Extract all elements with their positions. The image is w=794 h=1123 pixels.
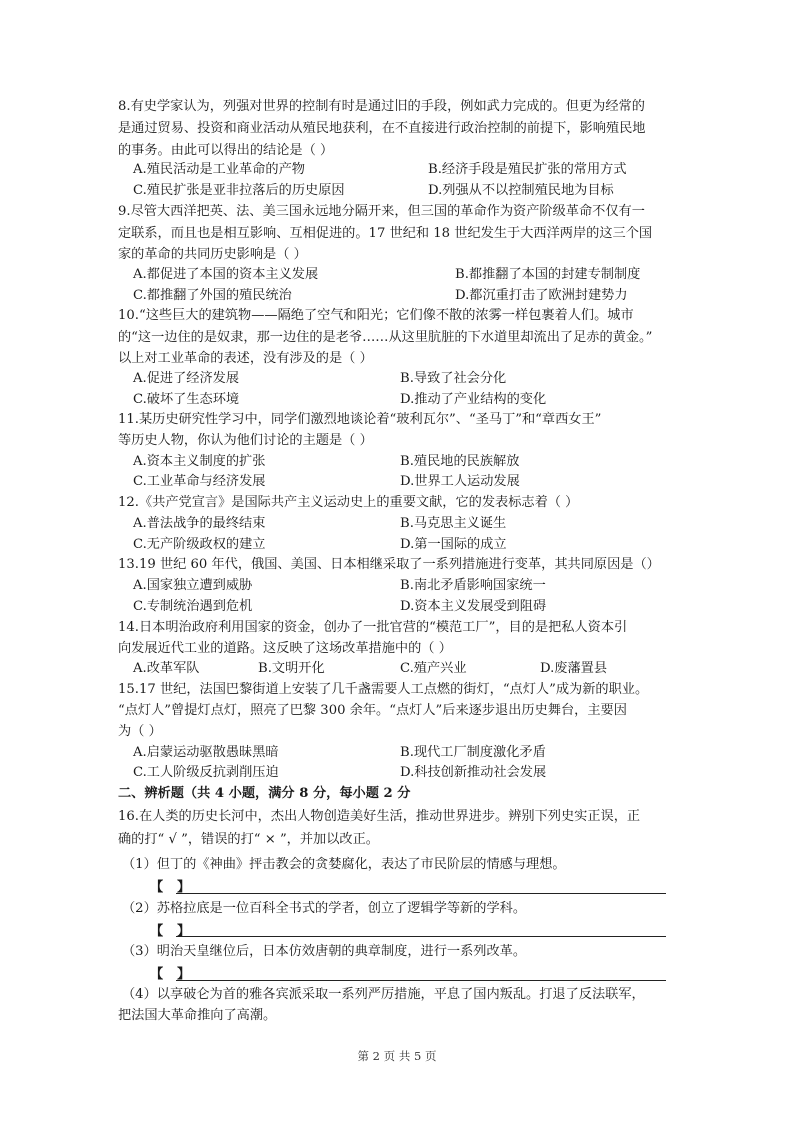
q13-option-b: B.南北矛盾影响国家统一 — [400, 578, 546, 593]
q11-option-b: B.殖民地的民族解放 — [400, 454, 520, 469]
q10-stem-line-1: 10.“这些巨大的建筑物——隔绝了空气和阳光；它们像不散的浓雾一样包裹着人们。城市 — [118, 308, 634, 323]
q12-option-a: A.普法战争的最终结束 — [133, 516, 266, 531]
q13-stem-line-1: 13.19 世纪 60 年代，俄国、美国、日本相继采取了一系列措施进行变革，其共同原因是（） — [118, 557, 660, 572]
q9-option-b: B.都推翻了本国的封建专制制度 — [455, 267, 641, 282]
q8-stem-line-3: 的事务。由此可以得出的结论是（ ） — [118, 143, 334, 158]
q15-stem-line-3: 为（ ） — [118, 724, 162, 739]
q13-option-a: A.国家独立遭到威胁 — [133, 578, 253, 593]
q11-option-c: C.工业革命与经济发展 — [133, 474, 266, 489]
q14-stem-line-1: 14.日本明治政府利用国家的资金，创办了一批官营的“模范工厂”，目的是把私人资本引 — [118, 620, 628, 635]
q16-item-1-bracket: 【 】 — [150, 880, 191, 895]
q16-item-3: （3）明治天皇继位后，日本仿效唐朝的典章制度，进行一系列改革。 — [122, 944, 527, 959]
q15-stem-line-2: “点灯人”曾提灯点灯，照亮了巴黎 300 余年。“点灯人”后来逐步退出历史舞台，主要因 — [118, 703, 627, 718]
q9-stem-line-2: 定联系，而且也是相互影响、互相促进的。17 世纪和 18 世纪发生于大西洋两岸的这三个国 — [118, 226, 653, 241]
q8-stem-line-1: 8.有史学家认为，列强对世界的控制有时是通过旧的手段，例如武力完成的。但更为经常的 — [118, 99, 645, 114]
q16-item-3-bracket: 【 】 — [150, 967, 191, 982]
q14-option-c: C.殖产兴业 — [400, 661, 467, 676]
q9-stem-line-1: 9.尽管大西洋把英、法、美三国永远地分隔开来，但三国的革命作为资产阶级革命不仅有一 — [118, 204, 645, 219]
q9-option-c: C.都推翻了外国的殖民统治 — [133, 288, 292, 303]
q9-option-d: D.都沉重打击了欧洲封建势力 — [455, 288, 628, 303]
q11-stem-line-1: 11.某历史研究性学习中，同学们激烈地谈论着“玻利瓦尔”、“圣马丁”和“章西女王” — [118, 412, 602, 427]
page-number: 第 2 页 共 5 页 — [357, 1049, 437, 1063]
q14-option-b: B.文明开化 — [258, 661, 325, 676]
q15-option-c: C.工人阶级反抗剥削压迫 — [133, 765, 279, 780]
q14-option-a: A.改革军队 — [133, 661, 200, 676]
q9-option-a: A.都促进了本国的资本主义发展 — [133, 267, 319, 282]
q10-option-c: C.破坏了生态环境 — [133, 392, 240, 407]
q8-option-a: A.殖民活动是工业革命的产物 — [133, 162, 305, 177]
q16-stem-line-2: 确的打“ √ ”，错误的打“ × ”，并加以改正。 — [118, 832, 379, 847]
section-heading: 二、辨析题（共 4 小题，满分 8 分，每小题 2 分 — [118, 786, 411, 801]
q11-option-d: D.世界工人运动发展 — [400, 474, 520, 489]
q10-option-b: B.导致了社会分化 — [400, 371, 507, 386]
q8-option-c: C.殖民扩张是亚非拉落后的历史原因 — [133, 183, 345, 198]
q10-option-d: D.推动了产业结构的变化 — [400, 392, 547, 407]
q12-option-c: C.无产阶级政权的建立 — [133, 537, 266, 552]
q16-item-4-line-1: （4）以享破仑为首的雅各宾派采取一系列严厉措施，平息了国内叛乱。打退了反法联军， — [122, 987, 645, 1002]
q16-item-2-answer-line[interactable] — [176, 936, 666, 937]
q8-stem-line-2: 是通过贸易、投资和商业活动从殖民地获利，在不直接进行政治控制的前提下，影响殖民地 — [118, 121, 646, 136]
q8-option-b: B.经济手段是殖民扩张的常用方式 — [428, 162, 627, 177]
q16-stem-line-1: 16.在人类的历史长河中，杰出人物创造美好生活，推动世界进步。辨别下列史实正误，正 — [118, 809, 641, 824]
q15-option-a: A.启蒙运动驱散愚昧黑暗 — [133, 745, 279, 760]
q14-stem-line-2: 向发展近代工业的道路。这反映了这场改革措施中的（ ） — [118, 641, 452, 656]
q16-item-3-answer-line[interactable] — [176, 980, 666, 981]
q12-stem-line-1: 12.《共产党宣言》是国际共产主义运动史上的重要文献，它的发表标志着（ ） — [118, 495, 579, 510]
q14-option-d: D.废藩置县 — [540, 661, 608, 676]
q11-stem-line-2: 等历史人物，你认为他们讨论的主题是（ ） — [118, 433, 373, 448]
q15-option-b: B.现代工厂制度激化矛盾 — [400, 745, 546, 760]
q10-stem-line-2: 的“这一边住的是奴隶，那一边住的是老爷……从这里肮脏的下水道里却流出了足赤的黄金。” — [118, 330, 653, 345]
q13-option-d: D.资本主义发展受到阻碍 — [400, 599, 547, 614]
q16-item-2-bracket: 【 】 — [150, 924, 191, 939]
q9-stem-line-3: 家的革命的共同历史影响是（ ） — [118, 247, 307, 262]
q16-item-2: （2）苏格拉底是一位百科全书式的学者，创立了逻辑学等新的学科。 — [122, 901, 527, 916]
q8-option-d: D.列强从不以控制殖民地为目标 — [428, 183, 614, 198]
q10-option-a: A.促进了经济发展 — [133, 371, 240, 386]
q11-option-a: A.资本主义制度的扩张 — [133, 454, 266, 469]
q15-option-d: D.科技创新推动社会发展 — [400, 765, 547, 780]
q10-stem-line-3: 以上对工业革命的表述，没有涉及的是（ ） — [118, 351, 373, 366]
q16-item-1-answer-line[interactable] — [176, 893, 666, 894]
q12-option-b: B.马克思主义诞生 — [400, 516, 507, 531]
q13-option-c: C.专制统治遇到危机 — [133, 599, 253, 614]
q12-option-d: D.第一国际的成立 — [400, 537, 507, 552]
q15-stem-line-1: 15.17 世纪，法国巴黎街道上安装了几千盏需要人工点燃的街灯，“点灯人”成为新的职业。 — [118, 682, 649, 697]
q16-item-4-line-2: 把法国大革命推向了高潮。 — [118, 1008, 277, 1023]
q16-item-1: （1）但丁的《神曲》抨击教会的贪婪腐化，表达了市民阶层的情感与理想。 — [122, 857, 566, 872]
